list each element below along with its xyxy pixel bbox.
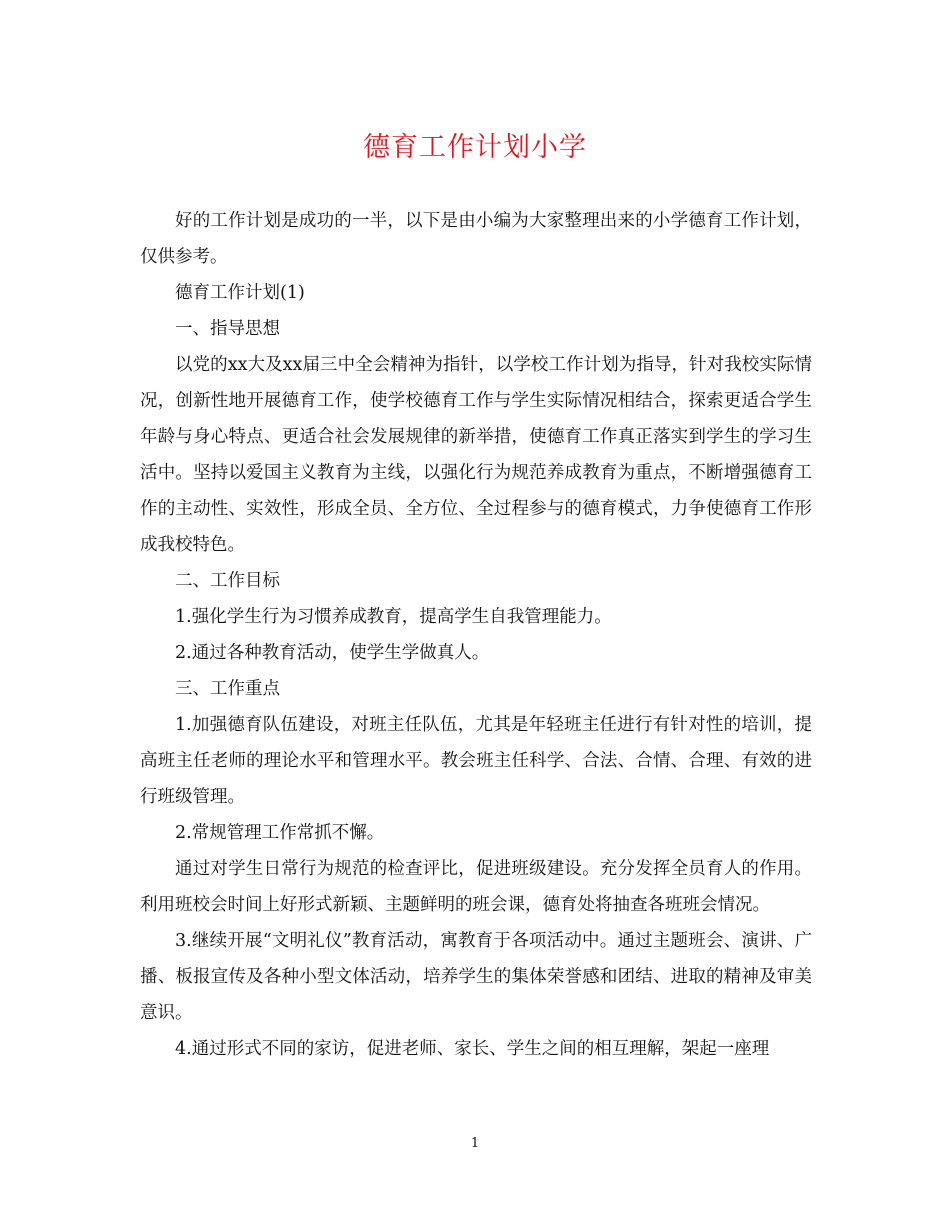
section-heading-work-goals: 二、工作目标 (175, 571, 280, 591)
list-item-focus-3: 3.继续开展“文明礼仪”教育活动，寓教育于各项活动中。通过主题班会、演讲、广播、板报宣传及各种小型文体活动，培养学生的集体荣誉感和团结、进取的精神及审美意识。 (140, 931, 812, 1023)
list-item-focus-1: 1.加强德育队伍建设，对班主任队伍，尤其是年轻班主任进行有针对性的培训，提高班主任老师的理论水平和管理水平。教会班主任科学、合法、合情、合理、有效的进行班级管理。 (140, 715, 812, 807)
document-body (140, 203, 812, 1067)
list-item-focus-4: 4.通过形式不同的家访，促进老师、家长、学生之间的相互理解，架起一座理 (175, 1039, 770, 1059)
page-number: 1 (470, 1136, 480, 1151)
section-heading-plan-1: 德育工作计划(1) (175, 283, 305, 303)
document-title: 德育工作计划小学 (363, 132, 587, 163)
paragraph-guiding-thought: 以党的xx大及xx届三中全会精神为指针，以学校工作计划为指导，针对我校实际情况，创新性地开展德育工作，使学校德育工作与学生实际情况相结合，探索更适合学生年龄与身心特点、更适合社会发展规律的新举措，使德育工作真正落实到学生的学习生活中。坚持以爱国主义教育为主线，以强化行为规范养成教育为重点，不断增强德育工作的主动性、实效性，形成全员、全方位、全过程参与的德育模式，力争使德育工作形成我校特色。 (140, 355, 812, 555)
list-item-goal-1: 1.强化学生行为习惯养成教育，提高学生自我管理能力。 (175, 607, 612, 627)
paragraph-focus-2-detail: 通过对学生日常行为规范的检查评比，促进班级建设。充分发挥全员育人的作用。利用班校会时间上好形式新颖、主题鲜明的班会课，德育处将抽查各班班会情况。 (140, 859, 812, 915)
list-item-focus-2: 2.常规管理工作常抓不懈。 (175, 823, 385, 843)
list-item-goal-2: 2.通过各种教育活动，使学生学做真人。 (175, 643, 490, 663)
section-heading-work-focus: 三、工作重点 (175, 679, 280, 699)
paragraph-intro: 好的工作计划是成功的一半，以下是由小编为大家整理出来的小学德育工作计划，仅供参考。 (140, 211, 812, 267)
section-heading-guiding-thought: 一、指导思想 (175, 319, 280, 339)
